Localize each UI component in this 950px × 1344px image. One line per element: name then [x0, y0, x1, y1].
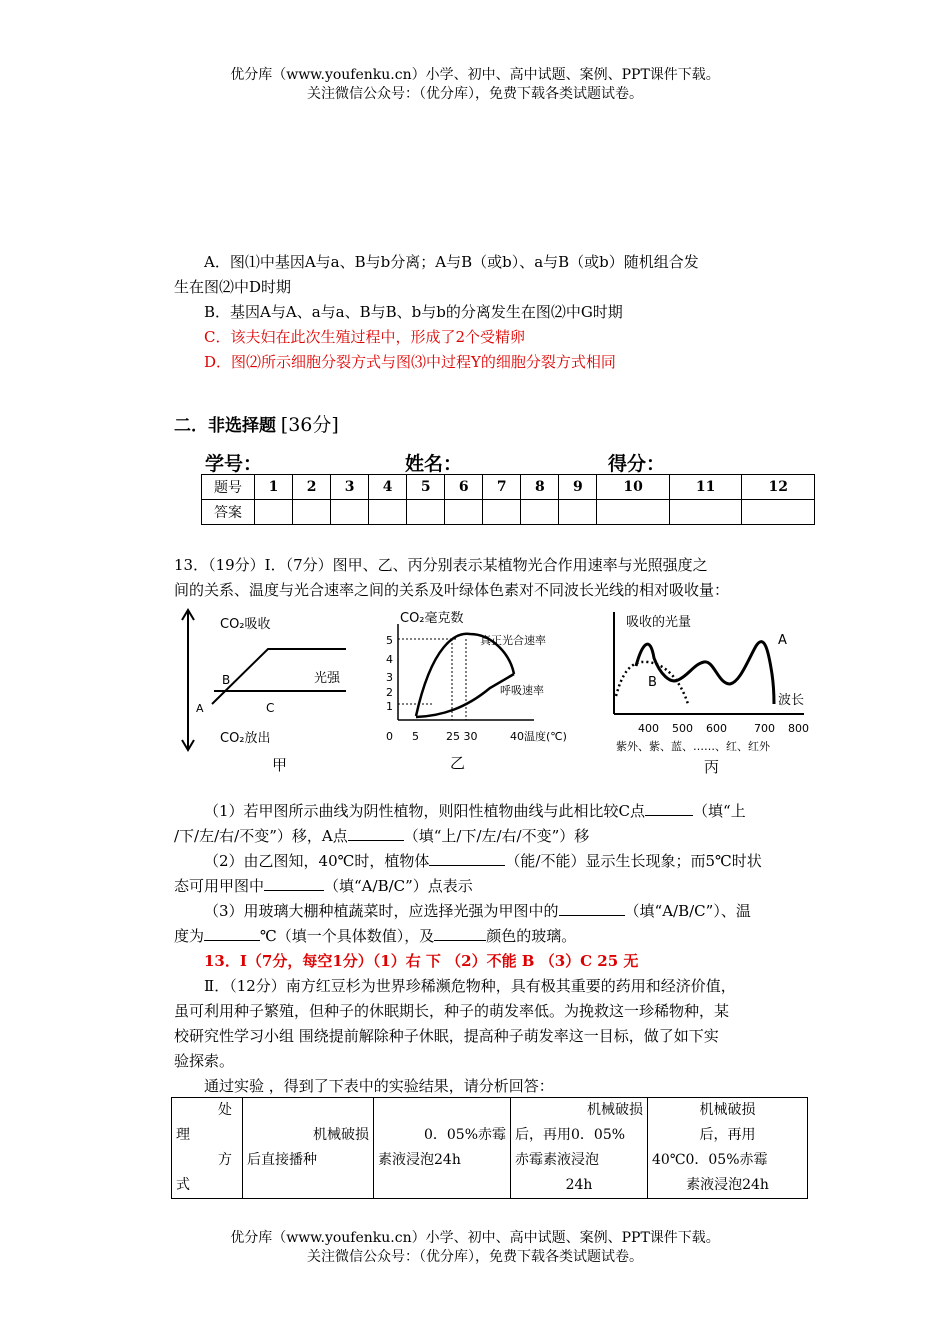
answer-cell [293, 500, 331, 525]
answer-cell [445, 500, 483, 525]
yi-curve1-label: 真正光合速率 [480, 634, 546, 647]
answer-blank[interactable] [204, 926, 260, 941]
figure-jia [182, 610, 346, 774]
q13-sub1-text: （填“上 [693, 802, 746, 820]
results-cell-spacer [378, 1098, 506, 1123]
results-cell-line: 素液浸泡24h [378, 1152, 461, 1168]
figure-bing [614, 612, 809, 776]
answer-cell [255, 500, 293, 525]
option-d: D．图⑵所示细胞分裂方式与图⑶中过程Y的细胞分裂方式相同 [204, 353, 616, 371]
answer-cell [331, 500, 369, 525]
q13-sub1-text: （填“上/下/左/右/不变”）移 [403, 827, 590, 845]
jia-xlabel: 光强 [314, 671, 341, 686]
bing-caption: 丙 [704, 758, 720, 776]
q13-sub2-line2 [174, 874, 814, 899]
q13-sub3-text: 度为 [174, 927, 205, 945]
jia-point-a: A [196, 702, 204, 715]
answer-blank[interactable] [559, 901, 625, 916]
jia-point-b: B [222, 673, 231, 687]
bing-curve-a [636, 642, 774, 704]
results-cell-line: 机械破损 [699, 1102, 756, 1118]
qnum-1: 1 [255, 475, 293, 500]
q13-sub2-text: 态可用甲图中 [174, 877, 265, 895]
results-cell-spacer [247, 1098, 369, 1123]
yi-ytick: 4 [386, 653, 393, 666]
bing-label-b: B [648, 675, 657, 690]
answer-cell [521, 500, 559, 525]
footer-line-2: 关注微信公众号：（优分库），免费下载各类试题试卷。 [307, 1249, 643, 1265]
qnum-10: 10 [597, 475, 670, 500]
results-col-4 [511, 1098, 648, 1199]
answer-blank[interactable] [645, 801, 693, 816]
option-a [174, 250, 814, 375]
yi-xtick: 5 [412, 730, 419, 743]
answer-cell [597, 500, 670, 525]
bing-xtick: 400 [638, 722, 659, 735]
q13-intro [174, 553, 814, 603]
q13-answer-key: 13．Ⅰ（7分，每空1分）（1）右 下 （2）不能 B （3）C 25 无 [204, 952, 639, 970]
results-col-method [172, 1098, 243, 1199]
bing-xtick: 700 [754, 722, 775, 735]
results-cell-line: 24h [565, 1177, 593, 1193]
results-cell-line: 赤霉素液浸泡 [515, 1152, 599, 1168]
q13-intro-line2: 间的关系、温度与光合速率之间的关系及叶绿体色素对不同波长光线的相对吸收量： [174, 581, 730, 599]
q13-sub3-line1 [174, 899, 814, 924]
section-title [174, 410, 339, 437]
qnum-2: 2 [293, 475, 331, 500]
jia-ylabel-top: CO₂吸收 [220, 617, 271, 632]
q13-sub3-text: ℃（填一个具体数值），及 [260, 927, 435, 945]
results-cell-line: 式 [176, 1177, 190, 1193]
results-col-3 [374, 1098, 511, 1199]
answer-table-label-answer: 答案 [202, 500, 255, 525]
q13-sub1-text: /下/左/右/不变”）移，A点 [174, 827, 348, 845]
q13-sub3-text: （填“A/B/C”）、温 [624, 902, 751, 920]
yi-ytick: 3 [386, 671, 393, 684]
answer-table-answer-row [202, 500, 815, 525]
yi-ytick: 2 [386, 686, 393, 699]
qnum-3: 3 [331, 475, 369, 500]
results-cell-line: 后直接播种 [247, 1152, 317, 1168]
answer-cell [483, 500, 521, 525]
results-cell-line: 理 [176, 1127, 190, 1143]
yi-ylabel: CO₂毫克数 [400, 611, 464, 626]
student-name-label: 姓名： [405, 453, 463, 475]
results-cell-line: 处 [218, 1102, 232, 1118]
q13-sub1-line1 [174, 799, 814, 824]
yi-ytick: 1 [386, 700, 393, 713]
bing-label-a: A [778, 633, 787, 648]
qnum-12: 12 [742, 475, 815, 500]
results-cell-line: 40℃0．05%赤霉 [652, 1152, 768, 1168]
results-cell-line: 机械破损 [587, 1102, 643, 1118]
header-line-1: 优分库（www.youfenku.cn）小学、初中、高中试题、案例、PPT课件下载。 [230, 67, 720, 83]
yi-caption: 乙 [450, 754, 466, 772]
results-col-5 [648, 1098, 808, 1199]
results-cell-line: 后，再用 [699, 1127, 756, 1143]
yi-xlabel: 40温度(℃) [510, 730, 567, 743]
q13-sub1-line2 [174, 824, 814, 849]
yi-xtick: 25 30 [446, 730, 478, 743]
option-b: B．基因A与A、a与a、B与B、b与b的分离发生在图⑵中G时期 [204, 303, 623, 321]
answer-blank[interactable] [429, 851, 505, 866]
figures [174, 604, 814, 776]
bing-xlabel: 波长 [778, 693, 805, 708]
results-cell-line: 机械破损 [313, 1127, 369, 1143]
answer-table-label-qnum: 题号 [202, 475, 255, 500]
results-table-row [172, 1098, 808, 1199]
qnum-4: 4 [369, 475, 407, 500]
footer-line-1: 优分库（www.youfenku.cn）小学、初中、高中试题、案例、PPT课件下载。 [230, 1230, 720, 1246]
q13-part2-line5: 通过实验 ，得到了下表中的实验结果，请分析回答： [204, 1077, 554, 1095]
bing-xtick: 500 [672, 722, 693, 735]
results-cell-line: 后，再用0．05% [515, 1127, 626, 1143]
jia-caption: 甲 [272, 756, 288, 774]
student-score-label: 得分： [608, 453, 666, 475]
q13-part2-line4: 验探索。 [174, 1052, 235, 1070]
results-table [171, 1097, 808, 1199]
q13-sub3-text: （3）用玻璃大棚种植蔬菜时，应选择光强为甲图中的 [204, 902, 559, 920]
answer-blank[interactable] [264, 876, 324, 891]
section-title-text: 二．非选择题 [174, 416, 276, 436]
answer-cell [369, 500, 407, 525]
option-a-line2: 生在图⑵中D时期 [174, 278, 292, 296]
q13-part2-line3: 校研究性学习小组 围绕提前解除种子休眠，提高种子萌发率这一目标，做了如下实 [174, 1027, 719, 1045]
jia-point-c: C [266, 701, 275, 715]
yi-curve2-label: 呼吸速率 [500, 684, 544, 697]
qnum-9: 9 [559, 475, 597, 500]
answer-blank[interactable] [434, 926, 486, 941]
results-cell-line: 方 [218, 1152, 232, 1168]
answer-cell [669, 500, 742, 525]
student-id-label: 学号： [205, 453, 263, 475]
q13-sub2-text: （2）由乙图知，40℃时，植物体 [204, 852, 430, 870]
answer-blank[interactable] [348, 826, 404, 841]
qnum-6: 6 [445, 475, 483, 500]
results-cell-line: 0．05%赤霉 [423, 1127, 506, 1143]
yi-xtick: 0 [386, 730, 393, 743]
qnum-5: 5 [407, 475, 445, 500]
answer-table-header-row [202, 475, 815, 500]
yi-ytick: 5 [386, 634, 393, 647]
header-line-2: 关注微信公众号：（优分库），免费下载各类试题试卷。 [307, 86, 643, 102]
option-a-line1: A．图⑴中基因A与a、B与b分离；A与B（或b）、a与B（或b）随机组合发 [204, 253, 699, 271]
option-c: C．该夫妇在此次生殖过程中，形成了2个受精卵 [204, 328, 526, 346]
bing-xtick: 600 [706, 722, 727, 735]
q13-sub1-text: （1）若甲图所示曲线为阴性植物，则阳性植物曲线与此相比较C点 [204, 802, 646, 820]
q13-part2-line1: Ⅱ．（12分）南方红豆杉为世界珍稀濒危物种，具有极其重要的药用和经济价值， [204, 977, 736, 995]
section-score: [36分] [280, 414, 339, 436]
results-col-2 [243, 1098, 374, 1199]
answer-cell [559, 500, 597, 525]
qnum-8: 8 [521, 475, 559, 500]
q13-sub2-text: （能/不能）显示生长现象；而5℃时状 [505, 852, 762, 870]
q13-sub3-line2 [174, 924, 814, 949]
q13-sub2-line1 [174, 849, 814, 874]
q13-part2-line2: 虽可利用种子繁殖，但种子的休眠期长，种子的萌发率低。为挽救这一珍稀物种，某 [174, 1002, 730, 1020]
q13-intro-line1: 13．（19分）Ⅰ．（7分）图甲、乙、丙分别表示某植物光合作用速率与光照强度之 [174, 556, 708, 574]
jia-ylabel-bottom: CO₂放出 [220, 731, 271, 746]
answer-cell [742, 500, 815, 525]
q13-subquestions [174, 799, 814, 1099]
q13-sub3-text: 颜色的玻璃。 [486, 927, 577, 945]
qnum-11: 11 [669, 475, 742, 500]
answer-cell [407, 500, 445, 525]
bing-ylabel: 吸收的光量 [626, 615, 692, 630]
q13-sub2-text: （填“A/B/C”）点表示 [324, 877, 473, 895]
results-cell-line: 素液浸泡24h [686, 1177, 769, 1193]
bing-xtick: 800 [788, 722, 809, 735]
answer-table [201, 474, 815, 525]
bing-colors: 紫外、紫、蓝、……、红、红外 [616, 740, 770, 753]
qnum-7: 7 [483, 475, 521, 500]
figure-yi [386, 610, 567, 772]
